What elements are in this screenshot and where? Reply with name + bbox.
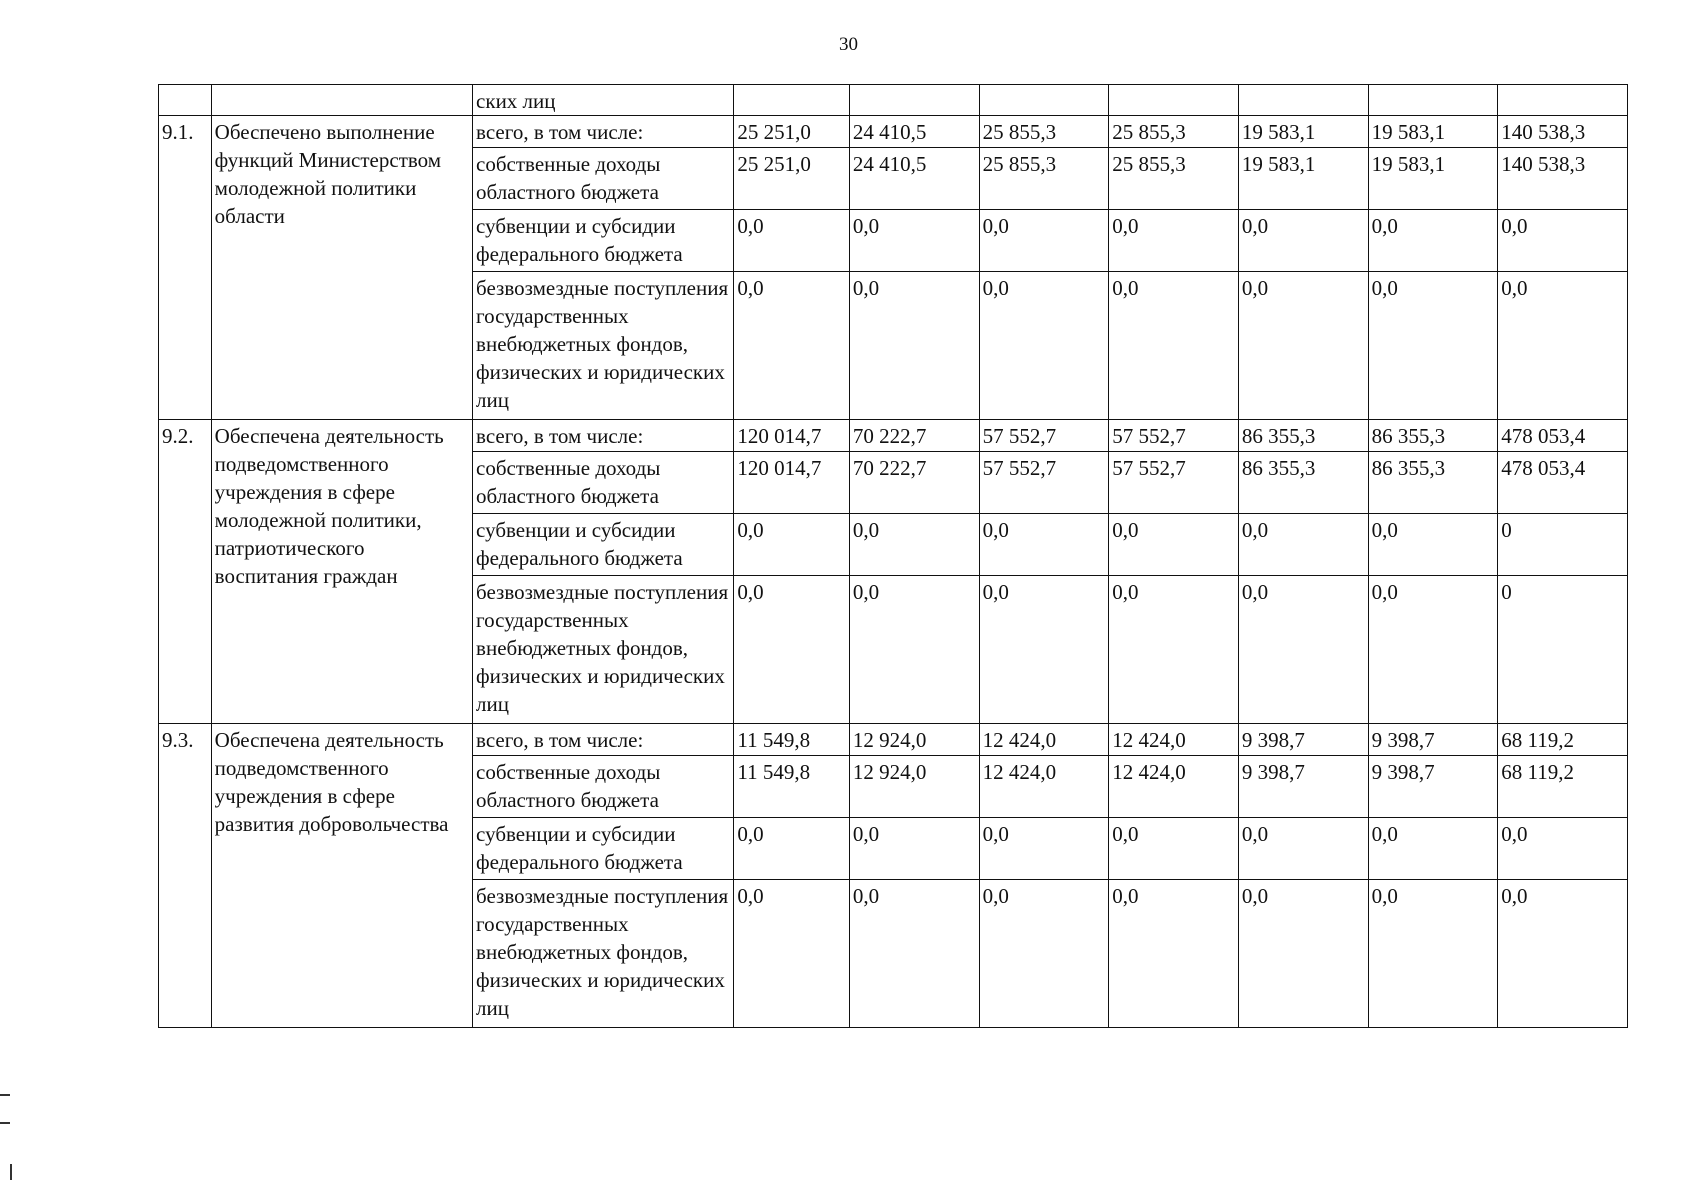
value-cell: 120 014,7 [734,452,849,514]
value-cell: 0,0 [1109,818,1239,880]
value-cell: 86 355,3 [1368,420,1498,452]
funding-source: всего, в том числе: [473,116,734,148]
value-cell: 0 [1498,514,1628,576]
value-cell: 25 855,3 [1109,148,1239,210]
value-cell: 0,0 [734,818,849,880]
value-cell: 0,0 [1368,210,1498,272]
name-cell [211,85,472,116]
table-row [159,116,1628,148]
table-row [159,724,1628,756]
table-body [159,85,1628,1028]
continuation-row [159,85,1628,116]
value-cell: 12 424,0 [1109,724,1239,756]
funding-source: безвозмездные поступления государственных внебюджетных фондов, физических и юридических лиц [473,576,734,724]
value-cell: 0,0 [979,818,1109,880]
value-cell: 0,0 [979,272,1109,420]
value-cell: 0,0 [734,514,849,576]
value-cell: 0,0 [979,880,1109,1028]
value-cell: 57 552,7 [1109,420,1239,452]
value-cell: 0,0 [1109,576,1239,724]
value-cell: 0,0 [849,576,979,724]
funding-source: собственные доходы областного бюджета [473,148,734,210]
value-cell: 24 410,5 [849,148,979,210]
value-cell: 12 924,0 [849,756,979,818]
value-cell: 120 014,7 [734,420,849,452]
value-cell: 57 552,7 [1109,452,1239,514]
funding-source: субвенции и субсидии федерального бюджета [473,210,734,272]
value-cell: 25 855,3 [979,116,1109,148]
value-cell: 25 855,3 [1109,116,1239,148]
value-cell [1368,85,1498,116]
table-row [159,420,1628,452]
value-cell: 19 583,1 [1238,148,1368,210]
value-cell: 0,0 [734,880,849,1028]
value-cell: 57 552,7 [979,452,1109,514]
budget-table [158,84,1628,1028]
value-cell: 0,0 [1368,880,1498,1028]
value-cell: 9 398,7 [1238,756,1368,818]
value-cell: 0 [1498,576,1628,724]
funding-source: субвенции и субсидии федерального бюджета [473,818,734,880]
funding-source: собственные доходы областного бюджета [473,452,734,514]
value-cell: 57 552,7 [979,420,1109,452]
scan-mark [10,1164,12,1180]
item-name: Обеспечено выполнение функций Министерством молодежной политики области [211,116,472,420]
value-cell: 19 583,1 [1368,116,1498,148]
value-cell: 0,0 [979,576,1109,724]
value-cell: 478 053,4 [1498,420,1628,452]
value-cell: 12 424,0 [979,724,1109,756]
value-cell: 86 355,3 [1368,452,1498,514]
item-number: 9.3. [159,724,212,1028]
value-cell: 0,0 [1109,514,1239,576]
value-cell [849,85,979,116]
value-cell: 0,0 [1238,818,1368,880]
value-cell [1238,85,1368,116]
value-cell: 0,0 [1368,576,1498,724]
value-cell [734,85,849,116]
value-cell: 11 549,8 [734,756,849,818]
value-cell: 0,0 [1368,818,1498,880]
value-cell: 0,0 [849,272,979,420]
item-number: 9.2. [159,420,212,724]
funding-source: безвозмездные поступления государственных внебюджетных фондов, физических и юридических лиц [473,272,734,420]
value-cell: 0,0 [849,514,979,576]
funding-source: собственные доходы областного бюджета [473,756,734,818]
value-cell: 19 583,1 [1368,148,1498,210]
value-cell: 0,0 [1238,576,1368,724]
value-cell: 0,0 [1238,272,1368,420]
value-cell: 140 538,3 [1498,116,1628,148]
page-number: 30 [839,34,858,55]
value-cell: 0,0 [1498,880,1628,1028]
value-cell [1109,85,1239,116]
value-cell: 9 398,7 [1238,724,1368,756]
funding-source: субвенции и субсидии федерального бюджета [473,514,734,576]
value-cell: 0,0 [849,210,979,272]
value-cell: 0,0 [1109,880,1239,1028]
value-cell: 0,0 [849,818,979,880]
value-cell: 0,0 [979,514,1109,576]
value-cell: 12 924,0 [849,724,979,756]
item-number: 9.1. [159,116,212,420]
value-cell [979,85,1109,116]
value-cell: 0,0 [849,880,979,1028]
value-cell: 9 398,7 [1368,756,1498,818]
value-cell [1498,85,1628,116]
value-cell: 25 251,0 [734,116,849,148]
value-cell: 9 398,7 [1368,724,1498,756]
value-cell: 70 222,7 [849,420,979,452]
value-cell: 0,0 [1498,272,1628,420]
value-cell: 12 424,0 [1109,756,1239,818]
num-cell [159,85,212,116]
funding-source: всего, в том числе: [473,724,734,756]
value-cell: 0,0 [734,210,849,272]
item-name: Обеспечена деятельность подведомственного учреждения в сфере развития добровольчества [211,724,472,1028]
value-cell: 0,0 [1238,514,1368,576]
value-cell: 25 855,3 [979,148,1109,210]
scan-mark [0,1122,10,1124]
value-cell: 68 119,2 [1498,756,1628,818]
value-cell: 140 538,3 [1498,148,1628,210]
source-cell: ских лиц [473,85,734,116]
value-cell: 24 410,5 [849,116,979,148]
value-cell: 0,0 [979,210,1109,272]
value-cell: 0,0 [1238,880,1368,1028]
scan-mark [0,1094,10,1096]
funding-source: безвозмездные поступления государственных внебюджетных фондов, физических и юридических лиц [473,880,734,1028]
value-cell: 0,0 [1498,210,1628,272]
value-cell: 0,0 [1238,210,1368,272]
item-name: Обеспечена деятельность подведомственного учреждения в сфере молодежной политики, патриотического воспитания граждан [211,420,472,724]
value-cell: 0,0 [1498,818,1628,880]
value-cell: 19 583,1 [1238,116,1368,148]
value-cell: 11 549,8 [734,724,849,756]
value-cell: 25 251,0 [734,148,849,210]
value-cell: 12 424,0 [979,756,1109,818]
value-cell: 86 355,3 [1238,452,1368,514]
value-cell: 0,0 [1368,272,1498,420]
value-cell: 0,0 [734,272,849,420]
value-cell: 0,0 [734,576,849,724]
value-cell: 0,0 [1109,210,1239,272]
funding-source: всего, в том числе: [473,420,734,452]
value-cell: 0,0 [1368,514,1498,576]
value-cell: 478 053,4 [1498,452,1628,514]
value-cell: 68 119,2 [1498,724,1628,756]
value-cell: 0,0 [1109,272,1239,420]
value-cell: 70 222,7 [849,452,979,514]
value-cell: 86 355,3 [1238,420,1368,452]
